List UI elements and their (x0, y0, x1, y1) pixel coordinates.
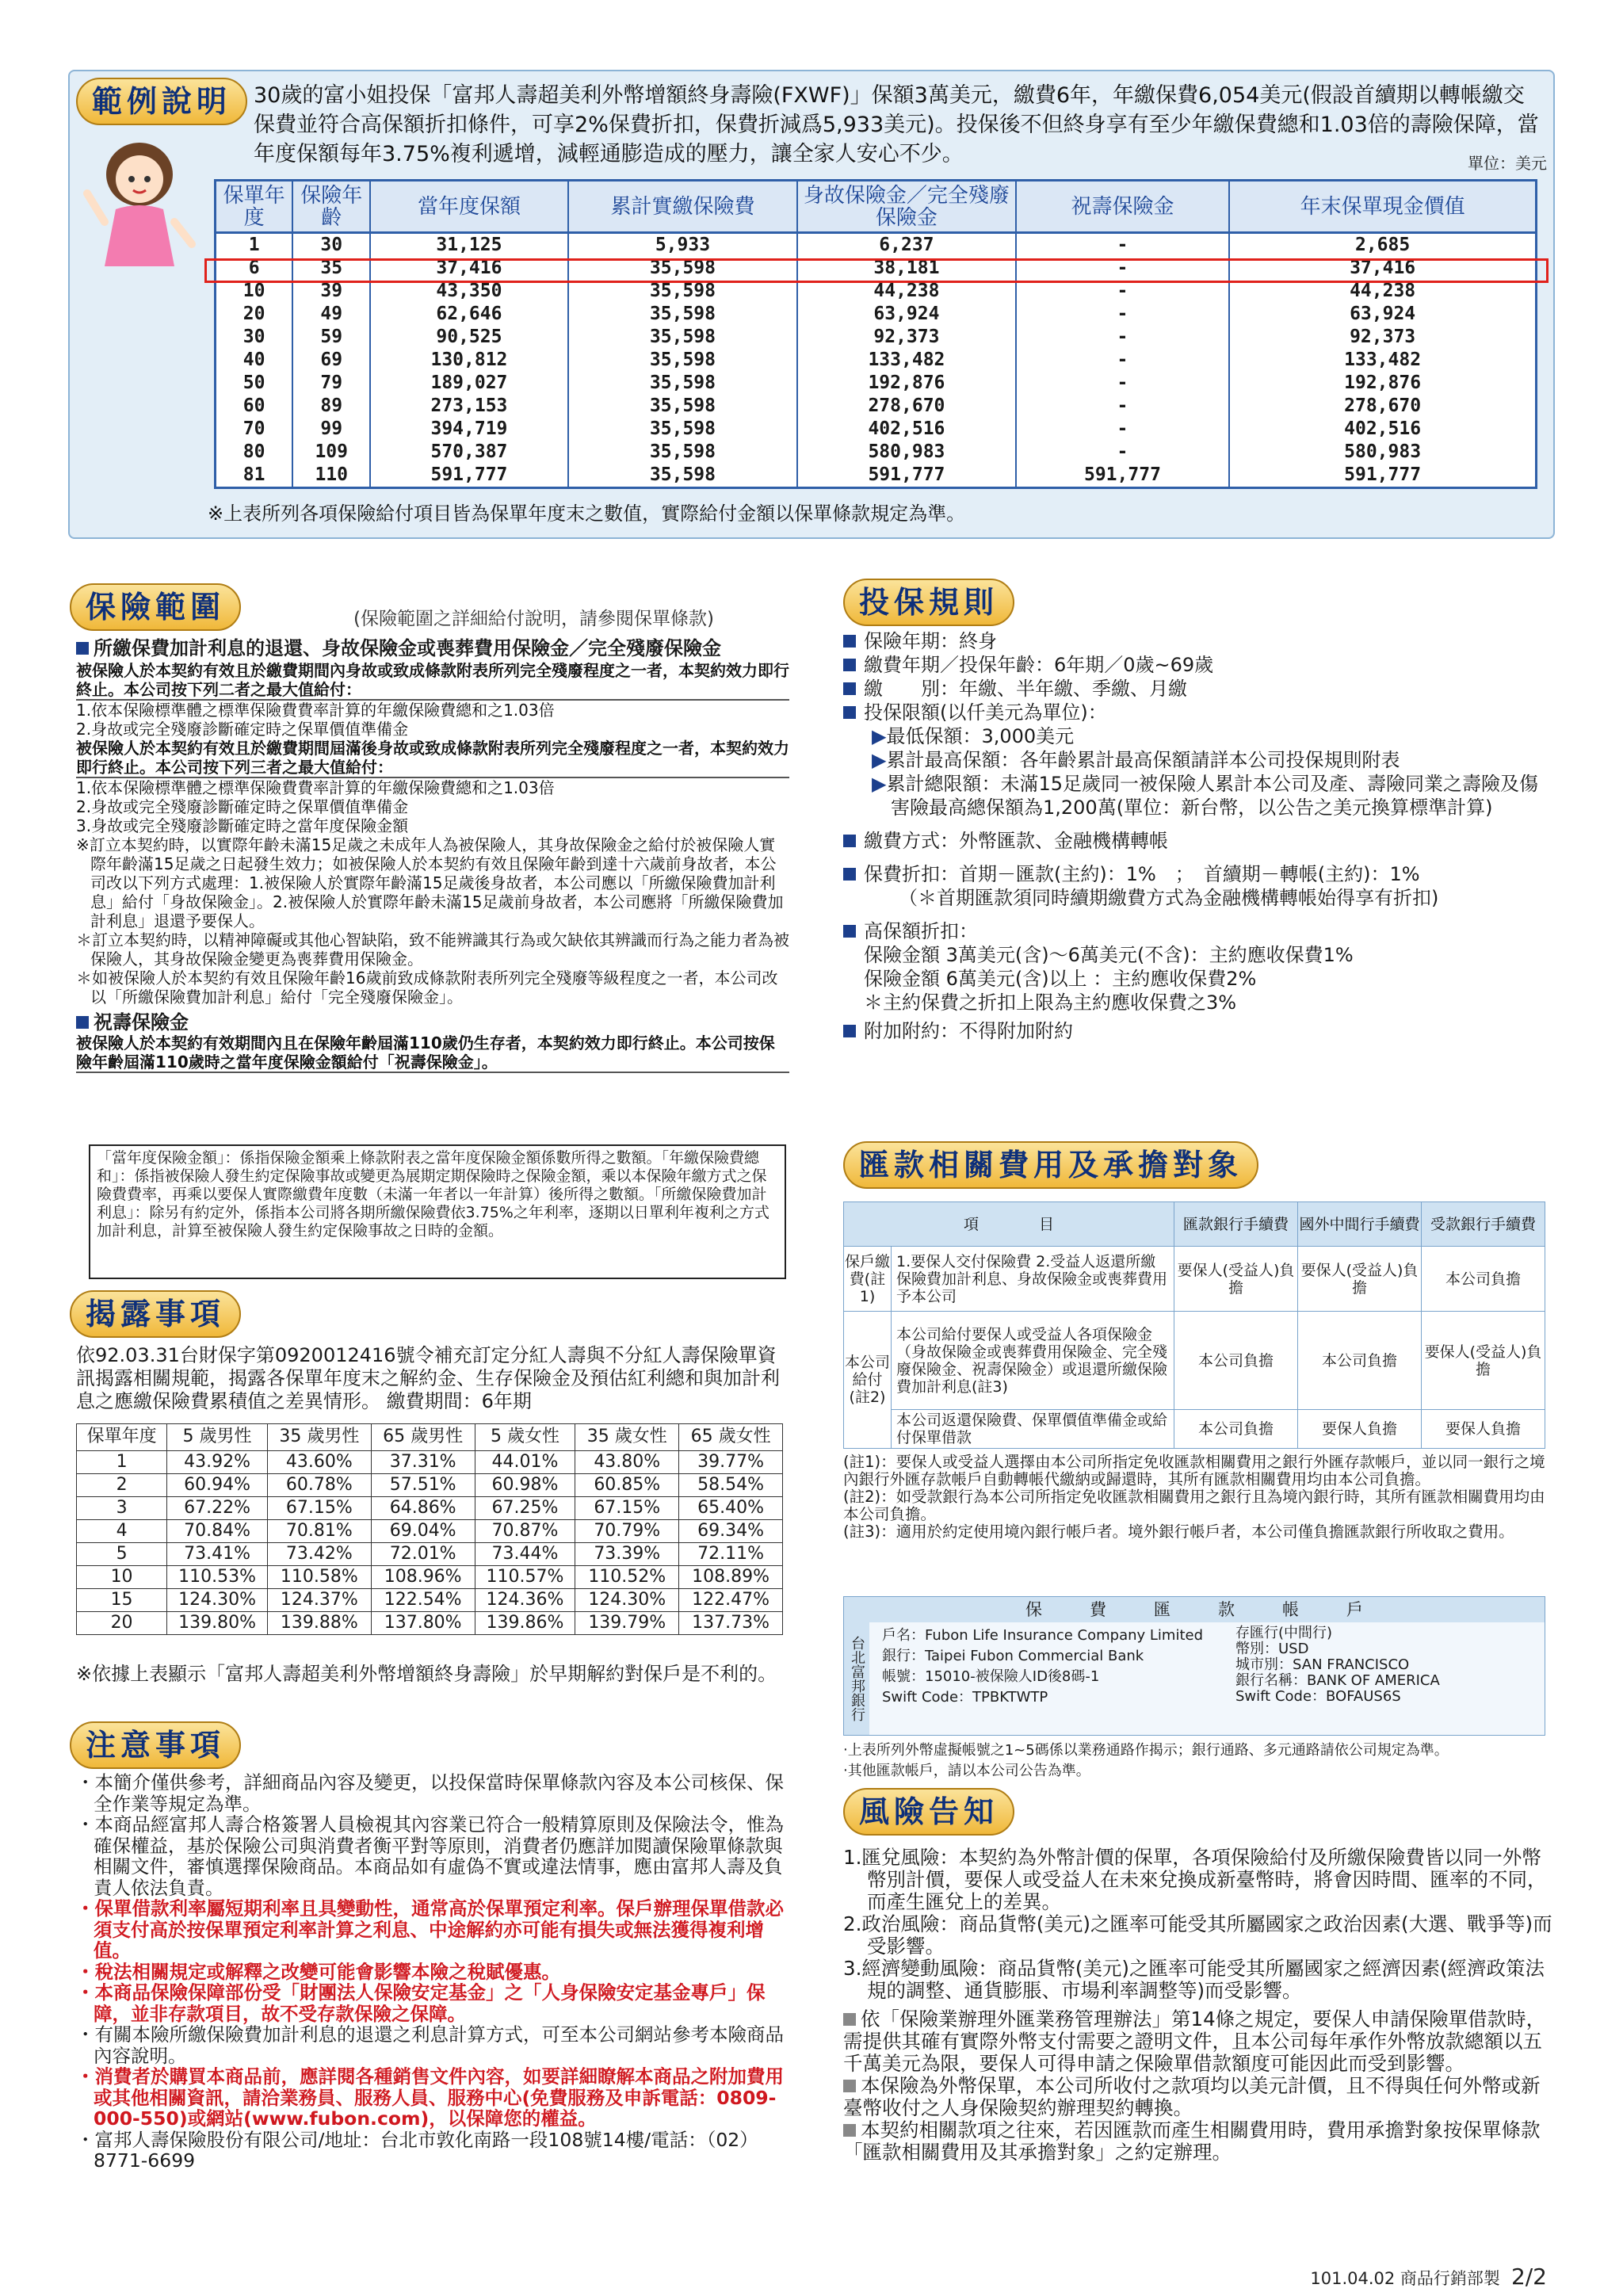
scope-list-2-item: 3.身故或完全殘廢診斷確定時之當年度保險金額 (76, 816, 409, 835)
table-cell: 35,598 (568, 395, 797, 418)
table-cell: 67.22% (167, 1497, 268, 1520)
table-row (77, 1474, 783, 1497)
table-cell: 137.73% (679, 1612, 783, 1635)
table-cell: 62,646 (370, 303, 568, 326)
triangle-icon: ▶ (872, 773, 887, 795)
table-cell: 89 (292, 395, 370, 418)
table-cell: 133,482 (1229, 349, 1536, 372)
table-row (216, 464, 1537, 488)
table-cell: 57.51% (371, 1474, 475, 1497)
rules-item: 投保限額(以仟美元為單位)： (843, 701, 1556, 724)
fees-col-receiving: 受款銀行手續費 (1422, 1202, 1545, 1247)
fees-cell: 要保人(受益人)負擔 (1174, 1247, 1298, 1312)
account-left (882, 1626, 1203, 1708)
table-cell: 139.80% (167, 1612, 268, 1635)
fees-cell: 要保人負擔 (1298, 1410, 1422, 1449)
disclosure-col-header: 5 歲女性 (475, 1424, 575, 1451)
scope-heading-1: 所繳保費加計利息的退還、身故保險金或喪葬費用保險金／完全殘廢保險金 (76, 637, 789, 659)
table-cell: 73.44% (475, 1543, 575, 1566)
table-cell: 2,685 (1229, 233, 1536, 258)
table-cell: 79 (292, 372, 370, 395)
fees-item: 本公司返還保險費、保單價值準備金或給付保單借款 (892, 1410, 1174, 1449)
rules-high-item: 保險金額 3萬美元(含)～6萬美元(不含)：主約應收保費1% (864, 944, 1354, 966)
notes-title: 注意事項 (70, 1721, 241, 1769)
table-cell: 35,598 (568, 418, 797, 441)
table-cell: 44,238 (1229, 280, 1536, 303)
table-cell: - (1016, 441, 1230, 464)
scope-heading-2: 祝壽保險金 (76, 1011, 789, 1033)
fees-cell: 本公司負擔 (1422, 1247, 1545, 1312)
rules-list (843, 629, 1556, 1043)
note-item: ・本商品保險保障部份受「財團法人保險安定基金」之「人身保險安定基金專戶」保障，並非存款項目，故不受存款保險之保障。 (76, 1981, 766, 2025)
table-cell: 110 (292, 464, 370, 488)
account-line: Swift Code：TPBKTWTP (882, 1689, 1048, 1706)
table-cell: - (1016, 418, 1230, 441)
table-cell: 69.04% (371, 1520, 475, 1543)
risk-list (843, 1847, 1556, 2164)
notes-list (76, 1772, 789, 2172)
table-row (216, 233, 1537, 258)
table-cell: 99 (292, 418, 370, 441)
account-bank-side: 台北富邦銀行 (844, 1622, 869, 1735)
table-cell: 35,598 (568, 257, 797, 280)
rules-item: 繳費年期／投保年齡：6年期／0歲~69歲 (843, 653, 1556, 677)
scope-remark-1: ※訂立本契約時，以實際年齡未滿15足歲之未成年人為被保險人，其身故保險金之給付於被保險人實際年齡滿15足歲之日起發生效力；如被保險人於本契約有效且保險年齡到達十六歲前身故者，本公司改以下列方式處理：1.被保險人於實際年齡滿15足歲後身故者，本公司應以「所繳保險費加計利息」給付「身故保險金」。2.被保險人於實際年齡未滿15足歲前身故者，本公司應將「所繳保險費加計利息」退還予要保人。 (76, 835, 784, 930)
fees-item: 1.要保人交付保險費 2.受益人返還所繳保險費加計利息、身故保險金或喪葬費用予本公司 (892, 1247, 1174, 1312)
risk-item: 2.政治風險：商品貨幣(美元)之匯率可能受其所屬國家之政治因素(大選、戰爭等)而受影響。 (843, 1912, 1552, 1958)
example-col-header: 年末保單現金價值 (1229, 181, 1536, 233)
table-cell: 63,924 (1229, 303, 1536, 326)
fees-item: 本公司給付要保人或受益人各項保險金（身故保險金或喪葬費用保險金、完全殘廢保險金、祝壽保險金）或退還所繳保險費加計利息(註3) (892, 1312, 1174, 1410)
fees-cell: 本公司負擔 (1174, 1312, 1298, 1410)
table-cell: 133,482 (797, 349, 1016, 372)
table-row (77, 1543, 783, 1566)
fees-notes (843, 1454, 1549, 1541)
example-intro: 30歲的富小姐投保「富邦人壽超美利外幣增額終身壽險(FXWF)」保額3萬美元，繳費6年，年繳保費6,054美元(假設首續期以轉帳繳交保費並符合高保額折扣條件，可享2%保費折扣，保費折減爲5,933美元)。投保後不但終身享有至少年繳保費總和1.03倍的壽險保障，當年度保額每年3.75%複利遞增，減輕通膨造成的壓力，讓全家人安心不少。 (254, 83, 1539, 166)
account-line: 城市別：SAN FRANCISCO (1235, 1656, 1410, 1673)
table-cell: - (1016, 326, 1230, 349)
rules-rider: 附加附約：不得附加附約 (843, 1019, 1556, 1043)
table-cell: 394,719 (370, 418, 568, 441)
example-note: ※上表所列各項保險給付項目皆為保單年度末之數值，實際給付金額以保單條款規定為準。 (208, 502, 966, 525)
example-col-header: 祝壽保險金 (1016, 181, 1230, 233)
example-col-header: 當年度保額 (370, 181, 568, 233)
unit-label: 單位：美元 (1468, 154, 1547, 173)
table-cell: 110.58% (267, 1566, 371, 1589)
account-line: 幣別：USD (1235, 1641, 1309, 1657)
example-col-header: 保險年齡 (292, 181, 370, 233)
table-cell: 44.01% (475, 1451, 575, 1474)
table-row (77, 1520, 783, 1543)
table-cell: 139.88% (267, 1612, 371, 1635)
table-cell: 58.54% (679, 1474, 783, 1497)
table-cell: 402,516 (1229, 418, 1536, 441)
table-cell: 591,777 (370, 464, 568, 488)
scope-list-2 (76, 778, 789, 835)
fees-cell: 要保人負擔 (1422, 1410, 1545, 1449)
note-item: ・消費者於購買本商品前，應詳閱各種銷售文件內容，如要詳細瞭解本商品之附加費用或其他相關資訊，請洽業務員、服務人員、服務中心(免費服務及申訴電話：0809-000-550)或網站(www.fubon.com)，以保障您的權益。 (76, 2065, 784, 2130)
table-cell: 110.52% (575, 1566, 679, 1589)
table-row (216, 441, 1537, 464)
table-cell: 69 (292, 349, 370, 372)
table-cell: 92,373 (1229, 326, 1536, 349)
table-cell: 124.30% (575, 1589, 679, 1612)
table-cell: 1 (77, 1451, 167, 1474)
account-footnote: ‧其他匯款帳戶，請以本公司公告為準。 (843, 1763, 1090, 1779)
table-cell: 20 (216, 303, 293, 326)
table-cell: 5,933 (568, 233, 797, 258)
table-cell: 44,238 (797, 280, 1016, 303)
table-cell: 64.86% (371, 1497, 475, 1520)
table-cell: 122.54% (371, 1589, 475, 1612)
table-row (216, 280, 1537, 303)
table-cell: 278,670 (797, 395, 1016, 418)
table-cell: 278,670 (1229, 395, 1536, 418)
scope-definitions: 「當年度保險金額」：係指保險金額乘上條款附表之當年度保險金額係數所得之數額。「年繳保險費總和」：係指被保險人發生約定保險事故或變更為展期定期保險時之保險金額，乘以本保險年繳方式之保險費費率，再乘以要保人實際繳費年度數（未滿一年者以一年計算）後所得之數額。「所繳保險費加計利息」：除另有約定外，係指本公司將各期所繳保險費依3.75%之年利率，逐期以日單利年複利之方式加計利息，計算至被保險人發生約定保險事故之日時的金額。 (89, 1144, 786, 1279)
highlight-row-frame (204, 258, 1549, 283)
table-cell: 110.53% (167, 1566, 268, 1589)
table-cell: 60.78% (267, 1474, 371, 1497)
table-cell: 35,598 (568, 303, 797, 326)
note-item: ・稅法相關規定或解釋之改變可能會影響本險之稅賦優惠。 (76, 1960, 560, 1983)
table-cell: 38,181 (797, 257, 1016, 280)
table-cell: - (1016, 372, 1230, 395)
table-cell: 189,027 (370, 372, 568, 395)
footer-code: 101.04.02 商品行銷部製 (1310, 2269, 1500, 2288)
table-cell: 39.77% (679, 1451, 783, 1474)
account-right (1235, 1626, 1440, 1705)
page-footer (1310, 2264, 1547, 2290)
triangle-icon: ▶ (872, 749, 887, 771)
rules-discount-note: （＊首期匯款須同時續期繳費方式為金融機構轉帳始得享有折扣) (899, 887, 1439, 909)
risk-item: 1.匯兌風險：本契約為外幣計價的保單，各項保險給付及所繳保險費皆以同一外幣幣別計價，要保人或受益人在未來兌換成新臺幣時，將會因時間、匯率的不同，而產生匯兌上的差異。 (843, 1846, 1547, 1913)
table-cell: 43.80% (575, 1451, 679, 1474)
table-cell: 137.80% (371, 1612, 475, 1635)
risk-item: 3.經濟變動風險：商品貨幣(美元)之匯率可能受其所屬國家之經濟因素(經濟政策法規的調整、通貨膨脹、市場利率調整等)而受影響。 (843, 1957, 1545, 2002)
table-row (216, 372, 1537, 395)
table-cell: 591,777 (797, 464, 1016, 488)
scope-title: 保險範圍 (70, 583, 241, 631)
table-cell: 43,350 (370, 280, 568, 303)
fees-cell: 要保人(受益人)負擔 (1422, 1312, 1545, 1410)
table-cell: 31,125 (370, 233, 568, 258)
risk-extra: 依「保險業辦理外匯業務管理辦法」第14條之規定，要保人申請保險單借款時，需提供其確有實際外幣支付需要之證明文件，且本公司每年承作外幣放款總額以五千萬美元為限，要保人可得申請之保險單借款額度可能因此而受到影響。 (843, 2008, 1546, 2075)
table-cell: 570,387 (370, 441, 568, 464)
account-footnotes (843, 1740, 1556, 1782)
scope-list-2-item: 1.依本保險標準體之標準保險費費率計算的年繳保險費總和之1.03倍 (76, 778, 555, 797)
table-cell: 35 (292, 257, 370, 280)
table-cell: 10 (77, 1566, 167, 1589)
disclosure-col-header: 35 歲男性 (267, 1424, 371, 1451)
rules-sublist (843, 724, 1556, 819)
disclosure-col-header: 5 歲男性 (167, 1424, 268, 1451)
table-cell: 124.37% (267, 1589, 371, 1612)
account-footnote: ‧上表所列外幣虛擬帳號之1~5碼係以業務通路作揭示；銀行通路、多元通路請依公司規定為準。 (843, 1742, 1449, 1759)
fees-note: (註3)：適用於約定使用境內銀行帳戶者。境外銀行帳戶者，本公司僅負擔匯款銀行所收取之費用。 (843, 1522, 1514, 1541)
disclosure-col-header: 35 歲女性 (575, 1424, 679, 1451)
table-cell: 35,598 (568, 464, 797, 488)
account-line: 帳號：15010-被保險人ID後8碼-1 (882, 1668, 1100, 1685)
table-row (216, 395, 1537, 418)
table-cell: 124.30% (167, 1589, 268, 1612)
example-col-header: 保單年度 (216, 181, 293, 233)
table-cell: 70.81% (267, 1520, 371, 1543)
example-col-header: 累計實繳保險費 (568, 181, 797, 233)
table-cell: 130,812 (370, 349, 568, 372)
table-cell: 35,598 (568, 441, 797, 464)
table-cell: 73.41% (167, 1543, 268, 1566)
account-line: 銀行：Taipei Fubon Commercial Bank (882, 1648, 1144, 1664)
fees-col-remit: 匯款銀行手續費 (1174, 1202, 1298, 1247)
table-cell: 108.96% (371, 1566, 475, 1589)
risk-extra: 本保險為外幣保單，本公司所收付之款項均以美元計價，且不得與任何外幣或新臺幣收付之人身保險契約辦理契約轉換。 (843, 2074, 1541, 2119)
table-cell: 65.40% (679, 1497, 783, 1520)
table-cell: 580,983 (797, 441, 1016, 464)
table-cell: 72.01% (371, 1543, 475, 1566)
table-cell: 35,598 (568, 280, 797, 303)
table-cell: 49 (292, 303, 370, 326)
scope-list-1-item: 1.依本保險標準體之標準保險費費率計算的年繳保險費總和之1.03倍 (76, 701, 555, 720)
rules-title: 投保規則 (843, 579, 1014, 626)
table-cell: 70.79% (575, 1520, 679, 1543)
fees-col-item: 項 目 (844, 1202, 1174, 1247)
table-cell: - (1016, 395, 1230, 418)
table-cell: 3 (77, 1497, 167, 1520)
table-cell: 50 (216, 372, 293, 395)
note-item: ・保單借款利率屬短期利率且具變動性，通常高於保單預定利率。保戶辦理保單借款必須支付高於按保單預定利率計算之利息、中途解約亦可能有損失或無法獲得複利增值。 (76, 1897, 784, 1962)
table-cell: 35,598 (568, 349, 797, 372)
disclosure-text: 依92.03.31台財保字第0920012416號令補充訂定分紅人壽與不分紅人壽保險單資訊揭露相關規範，揭露各保單年度末之解約金、生存保險金及預估紅利總和與加計利息之應繳保險費累積值之差異情形。 繳費期間：6年期 (76, 1344, 780, 1412)
table-cell: - (1016, 303, 1230, 326)
table-row (216, 326, 1537, 349)
disclosure-col-header: 65 歲女性 (679, 1424, 783, 1451)
fees-group: 保戶繳費(註1) (844, 1247, 892, 1312)
table-cell: 73.39% (575, 1543, 679, 1566)
table-cell: - (1016, 257, 1230, 280)
account-line: 戶名：Fubon Life Insurance Company Limited (882, 1627, 1204, 1644)
table-cell: 591,777 (1229, 464, 1536, 488)
scope-para-2: 被保險人於本契約有效且於繳費期間屆滿後身故或致成條款附表所列完全殘廢程度之一者，本契約效力即行終止。本公司按下列三者之最大值給付： (76, 739, 789, 777)
table-cell: 108.89% (679, 1566, 783, 1589)
table-cell: 69.34% (679, 1520, 783, 1543)
table-cell: 60.98% (475, 1474, 575, 1497)
table-cell: 81 (216, 464, 293, 488)
table-cell: 273,153 (370, 395, 568, 418)
scope-remark-3: ＊如被保險人於本契約有效且保險年齡16歲前致成條款附表所列完全殘廢等級程度之一者，本公司改以「所繳保險費加計利息」給付「完全殘廢保險金」。 (76, 968, 778, 1007)
table-cell: 124.36% (475, 1589, 575, 1612)
table-cell: 4 (77, 1520, 167, 1543)
example-title: 範例說明 (76, 78, 247, 125)
rules-subitem: ▶累計總限額：未滿15足歲同一被保險人累計本公司及產、壽險同業之壽險及傷害險最高總保額為1,200萬(單位：新台幣，以公告之美元換算標準計算) (872, 773, 1539, 819)
note-item: ・富邦人壽保險股份有限公司/地址：台北市敦化南路一段108號14樓/電話：（02）8771-6699 (76, 2128, 758, 2172)
table-row (216, 349, 1537, 372)
scope-para-3: 被保險人於本契約有效期間內且在保險年齡屆滿110歲仍生存者，本契約效力即行終止。本公司按保險年齡屆滿110歲時之當年度保險金額給付「祝壽保險金」。 (76, 1033, 789, 1073)
rules-item: 繳 別：年繳、半年繳、季繳、月繳 (843, 677, 1556, 701)
account-title: 保費匯款帳戶 (844, 1597, 1545, 1622)
table-cell: 15 (77, 1589, 167, 1612)
fees-note: (註2)：如受款銀行為本公司所指定免收匯款相關費用之銀行且為境內銀行時，其所有匯款相關費用均由本公司負擔。 (843, 1488, 1545, 1523)
table-cell: 67.25% (475, 1497, 575, 1520)
note-item: ・本簡介僅供參考，詳細商品內容及變更，以投保當時保單條款內容及本公司核保、保全作業等規定為準。 (76, 1771, 784, 1815)
table-cell: 37.31% (371, 1451, 475, 1474)
scope-body (76, 637, 789, 1073)
fees-cell: 要保人(受益人)負擔 (1298, 1247, 1422, 1312)
table-cell: 580,983 (1229, 441, 1536, 464)
table-cell: 122.47% (679, 1589, 783, 1612)
table-row (77, 1497, 783, 1520)
table-cell: 139.79% (575, 1612, 679, 1635)
risk-extra: 本契約相關款項之往來，若因匯款而產生相關費用時，費用承擔對象按保單條款「匯款相關費用及其承擔對象」之約定辦理。 (843, 2118, 1541, 2164)
account-box (843, 1596, 1545, 1736)
table-cell: 39 (292, 280, 370, 303)
fees-table (843, 1201, 1545, 1449)
table-cell: 43.60% (267, 1451, 371, 1474)
rules-subitem: ▶最低保額：3,000美元 (872, 725, 1075, 747)
triangle-icon: ▶ (872, 725, 887, 747)
table-row (77, 1589, 783, 1612)
table-cell: 40 (216, 349, 293, 372)
scope-list-1 (76, 701, 789, 739)
table-cell: 37,416 (370, 257, 568, 280)
table-cell: 591,777 (1016, 464, 1230, 488)
girl-illustration-icon (76, 133, 203, 276)
table-cell: 109 (292, 441, 370, 464)
rules-discount: 保費折扣：首期－匯款(主約)：1% ； 首續期－轉帳(主約)：1% (843, 862, 1556, 886)
fees-col-intermediary: 國外中間行手續費 (1298, 1202, 1422, 1247)
risk-title: 風險告知 (843, 1788, 1014, 1836)
rules-subitem: ▶累計最高保額：各年齡累計最高保額請詳本公司投保規則附表 (872, 749, 1400, 771)
rules-high-item: 保險金額 6萬美元(含)以上 ：主約應收保費2% (864, 968, 1257, 990)
account-line: 銀行名稱：BANK OF AMERICA (1235, 1672, 1440, 1689)
table-cell: 1 (216, 233, 293, 258)
table-cell: 92,373 (797, 326, 1016, 349)
table-cell: 73.42% (267, 1543, 371, 1566)
disclosure-col-header: 65 歲男性 (371, 1424, 475, 1451)
table-cell: 35,598 (568, 326, 797, 349)
table-cell: 192,876 (797, 372, 1016, 395)
table-cell: - (1016, 349, 1230, 372)
fees-group: 本公司給付(註2) (844, 1312, 892, 1449)
fees-title: 匯款相關費用及承擔對象 (843, 1141, 1258, 1189)
disclosure-note: ※依據上表顯示「富邦人壽超美利外幣增額終身壽險」於早期解約對保戶是不利的。 (76, 1663, 777, 1685)
scope-remark-2: ＊訂立本契約時，以精神障礙或其他心智缺陷，致不能辨識其行為或欠缺依其辨識而行為之能力者為被保險人，其身故保險金變更為喪葬費用保險金。 (76, 930, 789, 968)
table-cell: 35,598 (568, 372, 797, 395)
table-cell: 30 (216, 326, 293, 349)
note-item: ・本商品經富邦人壽合格簽署人員檢視其內容業已符合一般精算原則及保險法令，惟為確保權益，基於保險公司與消費者衡平對等原則，消費者仍應詳加閱讀保險單條款與相關文件，審慎選擇保險商品。本商品如有虛偽不實或違法情事，應由富邦人壽及負責人依法負責。 (76, 1813, 784, 1899)
table-cell: 402,516 (797, 418, 1016, 441)
table-cell: 6 (216, 257, 293, 280)
account-line: Swift Code：BOFAUS6S (1235, 1688, 1401, 1705)
table-cell: 67.15% (575, 1497, 679, 1520)
example-col-header: 身故保險金／完全殘廢保險金 (797, 181, 1016, 233)
rules-high: 高保額折扣： (843, 919, 1556, 943)
table-cell: 30 (292, 233, 370, 258)
table-cell: 6,237 (797, 233, 1016, 258)
table-cell: 192,876 (1229, 372, 1536, 395)
disclosure-table (76, 1423, 783, 1635)
table-cell: 110.57% (475, 1566, 575, 1589)
table-cell: 60 (216, 395, 293, 418)
scope-list-1-item: 2.身故或完全殘廢診斷確定時之保單價值準備金 (76, 720, 409, 739)
fees-cell: 本公司負擔 (1174, 1410, 1298, 1449)
rules-item: 保險年期：終身 (843, 629, 1556, 653)
table-cell: 5 (77, 1543, 167, 1566)
scope-subnote: (保險範圍之詳細給付說明，請參閱保單條款) (353, 609, 714, 629)
scope-list-2-item: 2.身故或完全殘廢診斷確定時之保單價值準備金 (76, 797, 409, 816)
table-cell: 70.84% (167, 1520, 268, 1543)
table-cell: 80 (216, 441, 293, 464)
table-cell: - (1016, 280, 1230, 303)
account-line: 存匯行(中間行) (1235, 1625, 1333, 1641)
table-row (77, 1451, 783, 1474)
rules-pay: 繳費方式：外幣匯款、金融機構轉帳 (843, 829, 1556, 853)
table-cell: 2 (77, 1474, 167, 1497)
table-row (77, 1566, 783, 1589)
disclosure-title: 揭露事項 (70, 1290, 241, 1338)
table-cell: 90,525 (370, 326, 568, 349)
table-cell: 67.15% (267, 1497, 371, 1520)
table-cell: 139.86% (475, 1612, 575, 1635)
table-cell: - (1016, 233, 1230, 258)
scope-para-1: 被保險人於本契約有效且於繳費期間內身故或致成條款附表所列完全殘廢程度之一者，本契約效力即行終止。本公司按下列二者之最大值給付： (76, 661, 789, 699)
rules-high-list (843, 943, 1556, 1014)
table-cell: 59 (292, 326, 370, 349)
table-row (77, 1612, 783, 1635)
table-cell: 60.85% (575, 1474, 679, 1497)
table-cell: 72.11% (679, 1543, 783, 1566)
table-row (216, 418, 1537, 441)
table-cell: 63,924 (797, 303, 1016, 326)
page-number: 2/2 (1510, 2264, 1547, 2290)
disclosure-col-header: 保單年度 (77, 1424, 167, 1451)
table-cell: 70 (216, 418, 293, 441)
table-cell: 70.87% (475, 1520, 575, 1543)
table-cell: 20 (77, 1612, 167, 1635)
rules-high-item: ＊主約保費之折扣上限為主約應收保費之3% (864, 991, 1237, 1014)
table-cell: 43.92% (167, 1451, 268, 1474)
table-cell: 60.94% (167, 1474, 268, 1497)
table-cell: 37,416 (1229, 257, 1536, 280)
fees-cell: 本公司負擔 (1298, 1312, 1422, 1410)
example-table (214, 179, 1537, 489)
note-item: ・有關本險所繳保險費加計利息的退還之利息計算方式，可至本公司網站參考本險商品內容說明。 (76, 2023, 784, 2067)
table-cell: 10 (216, 280, 293, 303)
table-row (216, 303, 1537, 326)
fees-note: (註1)：要保人或受益人選擇由本公司所指定免收匯款相關費用之銀行外匯存款帳戶，並以同一銀行之境內銀行外匯存款帳戶自動轉帳代繳納或歸還時，其所有匯款相關費用均由本公司負擔。 (843, 1453, 1545, 1488)
